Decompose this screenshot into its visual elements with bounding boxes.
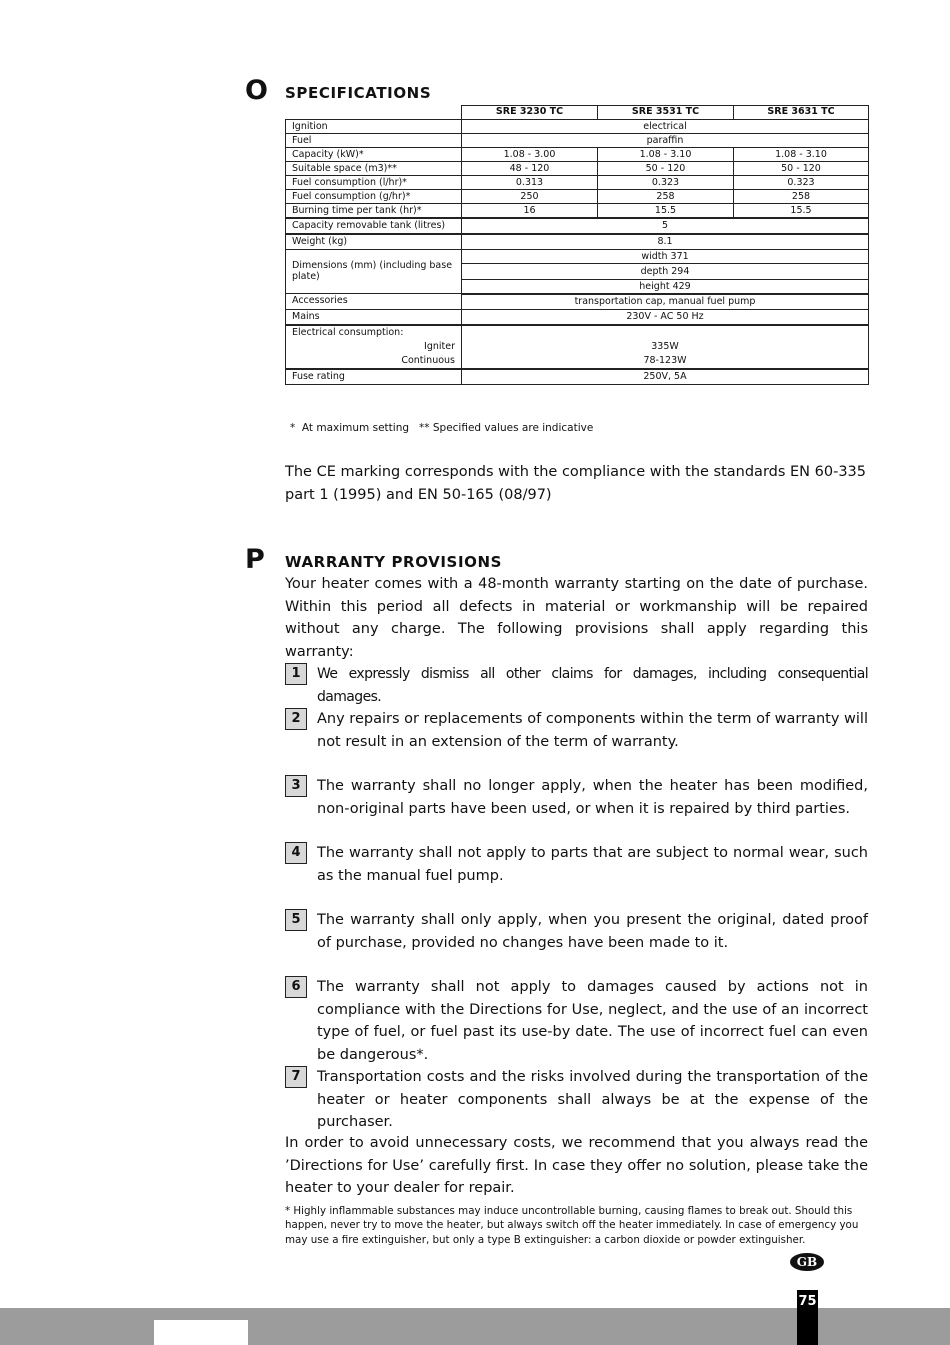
row-value: 15.5 <box>598 203 734 218</box>
row-label: Electrical consumption: <box>286 325 462 340</box>
row-value: 230V - AC 50 Hz <box>462 309 869 325</box>
row-label: Igniter <box>286 340 462 354</box>
table-row <box>286 234 869 250</box>
table-row <box>286 203 869 218</box>
table-row <box>286 189 869 203</box>
section-letter-o: O <box>245 75 268 106</box>
row-label: Suitable space (m3)** <box>286 161 462 175</box>
row-value: height 429 <box>462 279 869 294</box>
closing-text: In order to avoid unnecessary costs, we recommend that you always read the ’Directions for Use’ carefully first. In case they offer no solution, please take the heater to your dealer for repair. <box>285 1135 868 1196</box>
table-row <box>286 294 869 310</box>
spec-footnote: * At maximum setting ** Specified values are indicative <box>290 422 594 434</box>
row-label: Fuel consumption (l/hr)* <box>286 175 462 189</box>
section-letter-p: P <box>245 544 265 575</box>
table-row <box>286 325 869 340</box>
row-label: Fuel consumption (g/hr)* <box>286 189 462 203</box>
row-value <box>462 325 869 340</box>
row-label: Burning time per tank (hr)* <box>286 203 462 218</box>
row-value: transportation cap, manual fuel pump <box>462 294 869 310</box>
page-number: 75 <box>797 1290 818 1345</box>
row-value: 16 <box>462 203 598 218</box>
row-label: Accessories <box>286 294 462 310</box>
row-value: 1.08 - 3.00 <box>462 147 598 161</box>
row-value: 335W <box>462 340 869 354</box>
table-row <box>286 369 869 385</box>
row-label: Capacity (kW)* <box>286 147 462 161</box>
item-text: Transportation costs and the risks involved during the transportation of the heater or heater components shall always be at the expense of the purchaser. <box>317 1069 868 1130</box>
footer-tab <box>154 1320 248 1345</box>
ce-marking-text: The CE marking corresponds with the compliance with the standards EN 60-335 part 1 (1995) and EN 50-165 (08/97) <box>285 464 866 503</box>
flammable-footnote: * Highly inflammable substances may induce uncontrollable burning, causing flames to break out. Should this happen, never try to move the heater, but always switch off the heater immediately. In case of emergency you may use a fire extinguisher, but only a type B extinguisher: a carbon dioxide or powder extinguisher. <box>285 1205 859 1246</box>
row-label: Ignition <box>286 119 462 133</box>
table-row <box>286 309 869 325</box>
row-value: 78-123W <box>462 354 869 369</box>
row-value: electrical <box>462 119 869 133</box>
table-header-row <box>286 106 869 120</box>
table-row <box>286 340 869 354</box>
row-value: 5 <box>462 218 869 234</box>
warranty-heading: WARRANTY PROVISIONS <box>285 553 503 571</box>
item-number: 3 <box>285 775 307 797</box>
table-row <box>286 119 869 133</box>
row-value: 258 <box>734 189 869 203</box>
model-header: SRE 3631 TC <box>734 106 869 120</box>
table-row <box>286 218 869 234</box>
row-label: Fuel <box>286 133 462 147</box>
specifications-table <box>285 105 869 385</box>
row-value: 1.08 - 3.10 <box>734 147 869 161</box>
row-value: 8.1 <box>462 234 869 250</box>
item-number: 4 <box>285 842 307 864</box>
row-label: Mains <box>286 309 462 325</box>
row-value: 50 - 120 <box>734 161 869 175</box>
row-label: Fuse rating <box>286 369 462 385</box>
row-value: 0.323 <box>598 175 734 189</box>
table-corner <box>286 106 462 120</box>
row-value: paraffin <box>462 133 869 147</box>
item-text: The warranty shall no longer apply, when the heater has been modified, non-original parts have been used, or when it is repaired by third parties. <box>317 778 868 817</box>
item-text: The warranty shall only apply, when you present the original, dated proof of purchase, provided no changes have been made to it. <box>317 912 868 951</box>
row-value: 250 <box>462 189 598 203</box>
row-label: Weight (kg) <box>286 234 462 250</box>
row-value: 50 - 120 <box>598 161 734 175</box>
table-row <box>286 175 869 189</box>
row-value: 0.313 <box>462 175 598 189</box>
row-value: width 371 <box>462 249 869 263</box>
model-header: SRE 3230 TC <box>462 106 598 120</box>
table-row <box>286 249 869 263</box>
row-value: 0.323 <box>734 175 869 189</box>
item-text: Any repairs or replacements of components within the term of warranty will not result in an extension of the term of warranty. <box>317 711 868 750</box>
item-number: 1 <box>285 663 307 685</box>
table-row <box>286 161 869 175</box>
table-row <box>286 354 869 369</box>
row-label: Capacity removable tank (litres) <box>286 218 462 234</box>
language-badge: GB <box>790 1253 824 1271</box>
specifications-heading: SPECIFICATIONS <box>285 84 432 102</box>
item-text: The warranty shall not apply to damages caused by actions not in compliance with the Directions for Use, neglect, and the use of an incorrect type of fuel, or fuel past its use-by date. The use of incorrect fuel can even be dangerous*. <box>317 979 868 1063</box>
row-value: 15.5 <box>734 203 869 218</box>
row-value: 258 <box>598 189 734 203</box>
row-value: depth 294 <box>462 263 869 279</box>
table-row <box>286 133 869 147</box>
row-value: 1.08 - 3.10 <box>598 147 734 161</box>
table-row <box>286 147 869 161</box>
row-label: Dimensions (mm) (including base plate) <box>286 249 462 294</box>
row-label: Continuous <box>286 354 462 369</box>
warranty-intro: Your heater comes with a 48-month warranty starting on the date of purchase. Within this period all defects in material or workmanship will be repaired without any charge. The following provisions shall apply regarding this warranty: <box>285 576 868 660</box>
row-value: 250V, 5A <box>462 369 869 385</box>
row-value: 48 - 120 <box>462 161 598 175</box>
item-text: The warranty shall not apply to parts that are subject to normal wear, such as the manual fuel pump. <box>317 845 868 884</box>
item-text: We expressly dismiss all other claims for damages, including consequential damages. <box>317 666 868 705</box>
item-number: 5 <box>285 909 307 931</box>
item-number: 7 <box>285 1066 307 1088</box>
item-number: 6 <box>285 976 307 998</box>
item-number: 2 <box>285 708 307 730</box>
model-header: SRE 3531 TC <box>598 106 734 120</box>
